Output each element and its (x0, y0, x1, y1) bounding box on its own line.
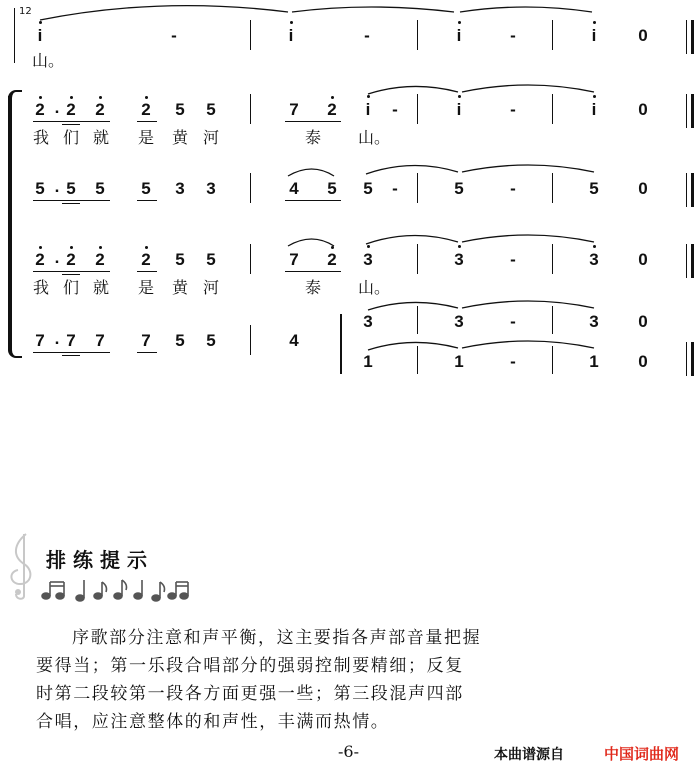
note: i (288, 26, 294, 45)
lyric: 就 (92, 128, 109, 147)
note: 0 (638, 250, 648, 269)
note: 3 (454, 250, 464, 269)
note: - (510, 352, 516, 371)
note: 5 (35, 179, 45, 198)
augmentation-dot: . (54, 177, 60, 196)
note: - (392, 179, 398, 198)
eighth-underline (137, 271, 157, 272)
augmentation-dot: . (54, 248, 60, 267)
lyric: 们 (62, 128, 79, 147)
note: 4 (289, 331, 299, 350)
note: 5 (175, 100, 185, 119)
note: i (365, 100, 371, 119)
note: - (364, 26, 370, 45)
note: 2 (35, 100, 45, 119)
note: 5 (66, 179, 76, 198)
note: 5 (327, 179, 337, 198)
tie-arcs-row-5 (0, 290, 700, 356)
note: 0 (638, 312, 648, 331)
note: 3 (454, 312, 464, 331)
tie-arc (368, 302, 458, 310)
note: 2 (66, 250, 76, 269)
lyric: 泰 (304, 128, 321, 147)
note: 3 (363, 312, 373, 331)
note: 1 (589, 352, 599, 371)
note: 1 (454, 352, 464, 371)
measure-number: 12 (19, 6, 32, 17)
paragraph-line: 时第二段较第一段各方面更强一些；第三段混声四部 (36, 684, 464, 704)
eighth-underline (137, 121, 157, 122)
note: i (456, 100, 462, 119)
note: 3 (206, 179, 216, 198)
note: 2 (35, 250, 45, 269)
note: 2 (327, 100, 337, 119)
tie-arc (366, 235, 458, 244)
note: 5 (95, 179, 105, 198)
treble-clef-icon (4, 530, 44, 600)
lyric: 河 (202, 278, 219, 297)
note: 4 (289, 179, 299, 198)
page-number: -6- (338, 742, 359, 761)
augmentation-dot: . (54, 329, 60, 348)
lyric: 黄 (171, 278, 188, 297)
lyric: 泰 (304, 278, 321, 297)
note: 2 (327, 250, 337, 269)
rehearsal-section (0, 520, 700, 732)
note: 2 (66, 100, 76, 119)
eighth-underline (285, 121, 341, 122)
eighth-underline (137, 200, 157, 201)
note: i (591, 100, 597, 119)
note: 5 (141, 179, 151, 198)
tie-arc (462, 85, 594, 92)
lyric: 是 (137, 278, 154, 297)
note: - (510, 179, 516, 198)
note: 5 (454, 179, 464, 198)
sixteenth-underline (62, 203, 80, 204)
tie-arc (460, 7, 592, 12)
note: 0 (638, 352, 648, 371)
note: 3 (589, 312, 599, 331)
note: 0 (638, 26, 648, 45)
note: - (392, 100, 398, 119)
note: 1 (363, 352, 373, 371)
lyric: 我 (32, 128, 49, 147)
note: 0 (638, 100, 648, 119)
note: 5 (175, 331, 185, 350)
paragraph-line: 要得当；第一乐段合唱部分的强弱控制要精细；反复 (36, 656, 464, 676)
note: 3 (175, 179, 185, 198)
note: 5 (206, 331, 216, 350)
note: 7 (66, 331, 76, 350)
lyric: 我 (32, 278, 49, 297)
rehearsal-title: 排练提示 (46, 548, 154, 572)
note: - (510, 250, 516, 269)
eighth-underline (285, 271, 341, 272)
tie-arc (462, 165, 594, 172)
note: 5 (175, 250, 185, 269)
note: i (37, 26, 43, 45)
note: 7 (289, 100, 299, 119)
lyric: 黄 (171, 128, 188, 147)
eighth-underline (33, 121, 110, 122)
tie-arc (462, 235, 594, 242)
site-name-link[interactable]: 中国词曲网 (604, 745, 680, 763)
note: 3 (589, 250, 599, 269)
tie-arc (462, 301, 594, 308)
note: - (510, 100, 516, 119)
music-notes-decoration-icon (40, 576, 190, 604)
note: 2 (95, 250, 105, 269)
tie-arcs-row-4 (0, 226, 700, 250)
lyric: 山。 (32, 51, 65, 70)
slur-arc (288, 169, 334, 176)
note: 5 (206, 250, 216, 269)
note: 0 (638, 179, 648, 198)
lyric: 就 (92, 278, 109, 297)
source-label: 本曲谱源自 (494, 747, 564, 763)
augmentation-dot: . (54, 98, 60, 117)
tie-arc (366, 165, 458, 174)
tie-arc (368, 342, 458, 350)
note: 7 (35, 331, 45, 350)
note: 7 (95, 331, 105, 350)
eighth-underline (33, 200, 110, 201)
lyric: 是 (137, 128, 154, 147)
lyric: 山。 (358, 128, 391, 147)
lyric: 河 (202, 128, 219, 147)
tie-arc (368, 86, 458, 94)
sixteenth-underline (62, 124, 80, 125)
note: - (510, 312, 516, 331)
paragraph-line: 序歌部分注意和声平衡，这主要指各声部音量把握 (72, 628, 482, 648)
note: 7 (289, 250, 299, 269)
lyric: 们 (62, 278, 79, 297)
note: 2 (95, 100, 105, 119)
tie-arc (462, 341, 594, 348)
tie-arc (40, 6, 288, 20)
note: 3 (363, 250, 373, 269)
note: 5 (589, 179, 599, 198)
paragraph-line: 合唱，应注意整体的和声性，丰满而热情。 (36, 712, 390, 732)
note: 2 (141, 100, 151, 119)
slur-arc (288, 239, 334, 246)
note: i (456, 26, 462, 45)
note: - (510, 26, 516, 45)
note: 5 (206, 100, 216, 119)
lyric: 山。 (358, 278, 391, 297)
note: - (171, 26, 177, 45)
note: 5 (363, 179, 373, 198)
tie-arcs-row-2 (0, 78, 700, 100)
tie-arcs-row-3 (0, 156, 700, 180)
sixteenth-underline (62, 274, 80, 275)
eighth-underline (33, 271, 110, 272)
tie-arcs-row-1 (0, 0, 700, 30)
eighth-underline (285, 200, 341, 201)
note: 7 (141, 331, 151, 350)
tie-arc (292, 7, 454, 12)
note: i (591, 26, 597, 45)
note: 2 (141, 250, 151, 269)
